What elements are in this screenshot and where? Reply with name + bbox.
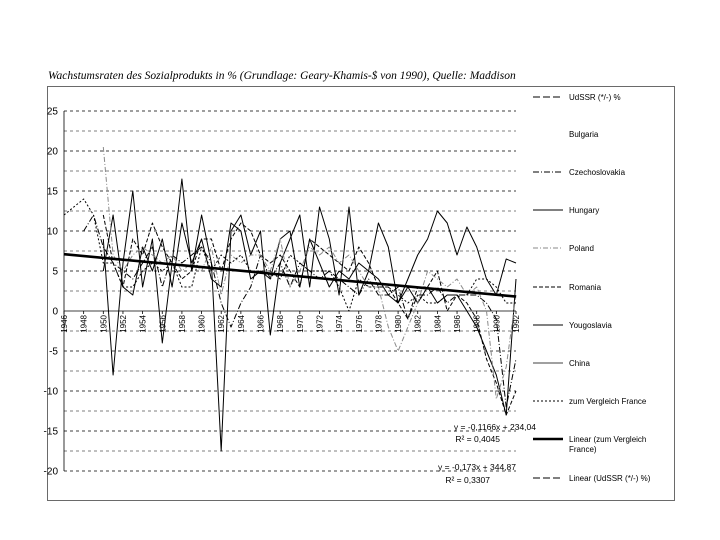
x-tick-label: 1976 — [354, 315, 364, 333]
y-tick-label: 10 — [46, 226, 58, 238]
x-tick-label: 1978 — [374, 315, 384, 333]
trend-line — [64, 254, 516, 296]
y-tick-label: 25 — [46, 106, 58, 118]
x-tick-label: 1966 — [256, 315, 266, 333]
legend-label: Yougoslavia — [569, 321, 612, 330]
x-tick-label: 1980 — [394, 315, 404, 333]
x-tick-label: 1950 — [99, 315, 109, 333]
y-tick-label: 5 — [52, 266, 58, 278]
regression-annotation: y = -0,173x + 344,87 — [438, 462, 516, 472]
legend-label: Czechoslovakia — [569, 168, 626, 177]
y-tick-label: -15 — [43, 426, 58, 438]
legend-label: Linear (UdSSR (*/-) %) — [569, 474, 651, 483]
regression-annotation: R² = 0,4045 — [455, 434, 500, 444]
legend-label: zum Vergleich France — [569, 397, 647, 406]
x-tick-label: 1960 — [197, 315, 207, 333]
x-tick-label: 1988 — [472, 315, 482, 333]
y-tick-label: -10 — [43, 386, 58, 398]
x-tick-label: 1958 — [177, 315, 187, 333]
x-tick-label: 1982 — [413, 315, 423, 333]
y-tick-label: -20 — [43, 466, 58, 478]
legend-label: UdSSR (*/-) % — [569, 93, 621, 102]
x-tick-label: 1968 — [276, 315, 286, 333]
y-tick-label: 20 — [46, 146, 58, 158]
legend-label: France) — [569, 445, 597, 454]
legend-label: Romania — [569, 283, 602, 292]
x-tick-label: 1986 — [453, 315, 463, 333]
x-tick-label: 1954 — [138, 315, 148, 333]
chart-title: Wachstumsraten des Sozialprodukts in % (Grundlage: Geary-Khamis-$ von 1990), Quelle: Maddison — [48, 70, 516, 82]
series-line-0 — [103, 179, 516, 451]
x-tick-label: 1964 — [236, 315, 246, 333]
x-tick-label: 1952 — [118, 315, 128, 333]
regression-annotation: R² = 0,3307 — [445, 475, 490, 485]
x-tick-label: 1962 — [217, 315, 227, 333]
y-tick-label: -5 — [49, 346, 58, 358]
x-tick-label: 1948 — [79, 315, 89, 333]
x-tick-label: 1992 — [512, 315, 521, 333]
x-tick-label: 1970 — [295, 315, 305, 333]
x-tick-label: 1974 — [335, 315, 345, 333]
legend-label: Poland — [569, 244, 594, 253]
x-tick-label: 1972 — [315, 315, 325, 333]
x-tick-label: 1990 — [492, 315, 502, 333]
x-tick-label: 1984 — [433, 315, 443, 333]
y-tick-label: 15 — [46, 186, 58, 198]
legend-label: Hungary — [569, 206, 600, 215]
legend-label: Bulgaria — [569, 130, 599, 139]
x-tick-label: 1946 — [60, 315, 69, 333]
legend-label: China — [569, 359, 590, 368]
x-tick-label: 1956 — [158, 315, 168, 333]
series-line-4 — [103, 147, 516, 399]
y-tick-label: 0 — [52, 306, 58, 318]
regression-annotation: y = -0,1166x + 234,04 — [453, 422, 536, 432]
legend-label: Linear (zum Vergleich — [569, 435, 647, 444]
